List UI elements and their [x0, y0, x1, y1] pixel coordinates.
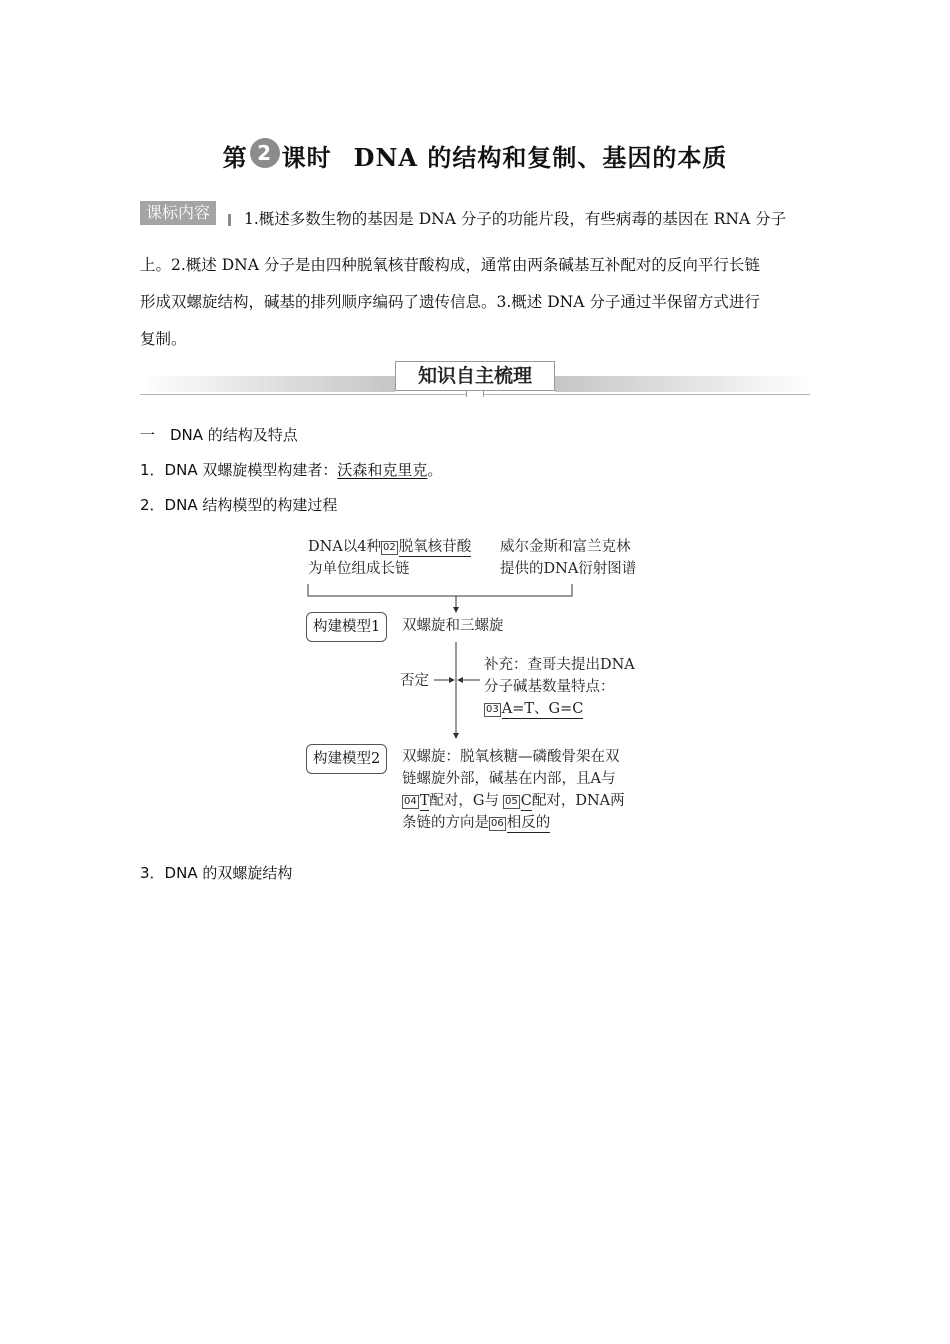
curriculum-line-4: 复制。 [140, 330, 187, 348]
title-main: DNA 的结构和复制、基因的本质 [353, 143, 728, 172]
item-1-answer: 沃森和克里克 [337, 461, 428, 479]
left-top-prefix: DNA以4种 [308, 539, 382, 555]
supplement-line1: 补充：查哥夫提出DNA [484, 657, 635, 673]
item-1-end: 。 [427, 461, 443, 479]
left-top-line2: 为单位组成长链 [308, 561, 410, 577]
model-2-box: 构建模型2 [306, 744, 387, 774]
banner-tick [466, 391, 484, 397]
construction-diagram [300, 532, 660, 842]
curriculum-line-3: 形成双螺旋结构，碱基的排列顺序编码了遗传信息。3.概述 DNA 分子通过半保留方式进行 [140, 293, 760, 311]
blank-number-06: 06 [491, 818, 504, 829]
model-2-text [402, 746, 625, 834]
answer-04: T [419, 793, 430, 809]
right-top-line2: 提供的DNA衍射图谱 [500, 561, 637, 577]
page-title [0, 138, 950, 173]
item-2: 2．DNA 结构模型的构建过程 [140, 496, 338, 514]
title-prefix: 第 [222, 143, 248, 172]
curriculum-line-1: 1.概述多数生物的基因是 DNA 分子的功能片段，有些病毒的基因在 RNA 分子 [244, 210, 787, 228]
curriculum-label-bar [228, 214, 231, 226]
diagram-left-top [308, 536, 471, 580]
banner-decoration-right [555, 376, 810, 392]
model-1-box: 构建模型1 [306, 612, 387, 642]
negate-label: 否定 [400, 673, 429, 689]
model-2-line2: 链螺旋外部，碱基在内部，且A与 [402, 771, 616, 787]
answer-02: 脱氧核苷酸 [398, 539, 472, 555]
answer-03: A=T、G=C [501, 701, 584, 717]
right-top-line1: 威尔金斯和富兰克林 [500, 539, 631, 555]
curriculum-label: 课标内容 [140, 201, 216, 225]
model-2-mid: 配对，G与 [429, 793, 499, 809]
section-banner: 知识自主梳理 [395, 361, 555, 391]
answer-05: C [520, 793, 532, 809]
model-2-line1: 双螺旋：脱氧核糖—磷酸骨架在双 [402, 749, 620, 765]
title-suffix: 课时 [281, 143, 332, 172]
blank-number-05: 05 [505, 796, 518, 807]
item-1-label: 1．DNA 双螺旋模型构建者： [140, 461, 338, 479]
curriculum-line-2: 上。2.概述 DNA 分子是由四种脱氧核苷酸构成，通常由两条碱基互补配对的反向平行长链 [140, 256, 760, 274]
answer-06: 相反的 [506, 815, 551, 831]
supplement-text [484, 654, 635, 720]
model-1-text: 双螺旋和三螺旋 [402, 618, 504, 634]
lesson-number-badge: 2 [250, 138, 280, 168]
item-1 [140, 459, 442, 480]
blank-number-04: 04 [404, 796, 417, 807]
banner-decoration-left [140, 376, 395, 392]
model-2-end5: 配对，DNA两 [531, 793, 625, 809]
section-heading: 一 DNA 的结构及特点 [140, 426, 298, 444]
supplement-line2: 分子碱基数量特点： [484, 679, 615, 695]
item-3: 3．DNA 的双螺旋结构 [140, 864, 293, 882]
blank-number-03: 03 [486, 704, 499, 715]
model-2-line4: 条链的方向是 [402, 815, 489, 831]
blank-number-02: 02 [383, 542, 396, 553]
diagram-right-top [500, 536, 636, 580]
